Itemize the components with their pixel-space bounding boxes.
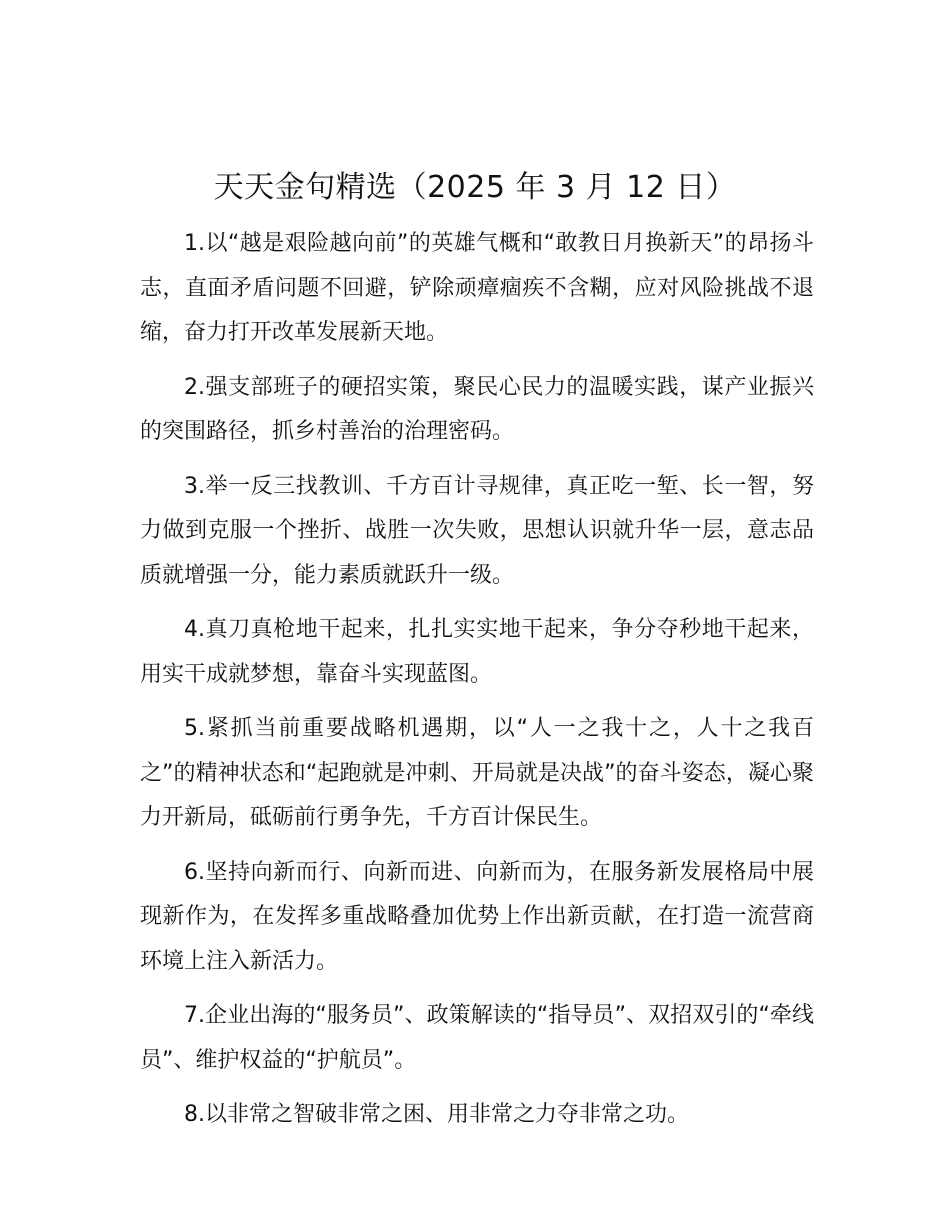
paragraph-4: 4.真刀真枪地干起来，扎扎实实地干起来，争分夺秒地干起来，用实干成就梦想，靠奋斗实现蓝图。 [140, 617, 814, 687]
paragraph-7: 7.企业出海的“服务员”、政策解读的“指导员”、双招双引的“牵线员”、维护权益的“护航员”。 [140, 1003, 814, 1073]
paragraph-8: 8.以非常之智破非常之困、用非常之力夺非常之功。 [184, 1102, 689, 1127]
paragraph-5: 5.紧抓当前重要战略机遇期，以“人一之我十之，人十之我百之”的精神状态和“起跑就是冲刺、开局就是决战”的奋斗姿态，凝心聚力开新局，砥砺前行勇争先，千方百计保民生。 [140, 716, 814, 830]
paragraph-2: 2.强支部班子的硬招实策，聚民心民力的温暖实践，谋产业振兴的突围路径，抓乡村善治的治理密码。 [140, 374, 814, 444]
paragraph-1: 1.以“越是艰险越向前”的英雄气概和“敢教日月换新天”的昂扬斗志，直面矛盾问题不回避，铲除顽瘴痼疾不含糊，应对风险挑战不退缩，奋力打开改革发展新天地。 [140, 231, 814, 345]
paragraph-3: 3.举一反三找教训、千方百计寻规律，真正吃一堑、长一智，努力做到克服一个挫折、战胜一次失败，思想认识就升华一层，意志品质就增强一分，能力素质就跃升一级。 [140, 473, 814, 588]
paragraph-6: 6.坚持向新而行、向新而进、向新而为，在服务新发展格局中展现新作为，在发挥多重战略叠加优势上作出新贡献，在打造一流营商环境上注入新活力。 [140, 859, 814, 974]
page-title: 天天金句精选（2025 年 3 月 12 日） [213, 170, 737, 205]
document-body [140, 222, 814, 1148]
